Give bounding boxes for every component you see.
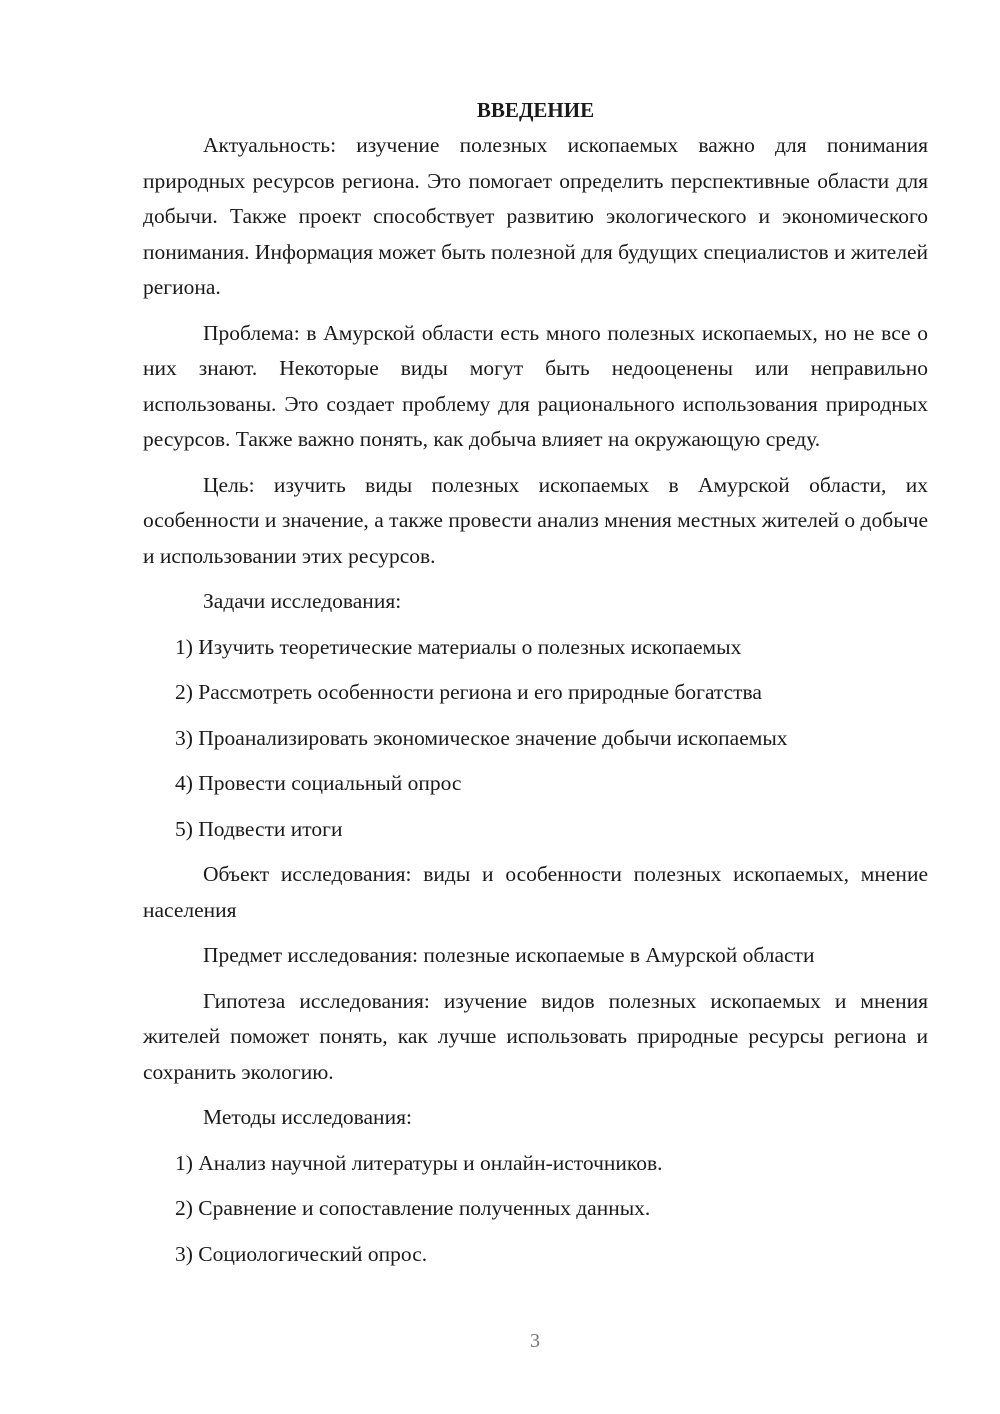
object-paragraph: Объект исследования: виды и особенности полезных ископаемых, мнение населения bbox=[143, 862, 928, 922]
document-page bbox=[143, 92, 928, 1282]
list-item: 4) Провести социальный опрос bbox=[175, 771, 462, 795]
subject-paragraph: Предмет исследования: полезные ископаемые в Амурской области bbox=[203, 943, 815, 967]
section-title: ВВЕДЕНИЕ bbox=[476, 98, 595, 122]
list-item: 3) Проанализировать экономическое значение добычи ископаемых bbox=[175, 725, 788, 750]
page-number: 3 bbox=[530, 1330, 540, 1352]
list-item: 2) Сравнение и сопоставление полученных данных. bbox=[175, 1196, 651, 1220]
list-item: 2) Рассмотреть особенности региона и его природные богатства bbox=[175, 680, 762, 704]
problem-paragraph: Проблема: в Амурской области есть много полезных ископаемых, но не все о них знают. Некоторые виды могут быть недооценены или неправильно использованы. Это создает проблему для рационального использования природных ресурсов. Также важно понять, как добыча влияет на окружающую среду. bbox=[143, 320, 928, 451]
methods-list bbox=[143, 1146, 928, 1273]
list-item: 3) Социологический опрос. bbox=[175, 1241, 428, 1266]
hypothesis-paragraph: Гипотеза исследования: изучение видов полезных ископаемых и мнения жителей поможет понять, как лучше использовать природные ресурсы региона и сохранить экологию. bbox=[143, 988, 928, 1084]
relevance-paragraph: Актуальность: изучение полезных ископаемых важно для понимания природных ресурсов региона. Это помогает определить перспективные области для добычи. Также проект способствует развитию экологического и экономического понимания. Информация может быть полезной для будущих специалистов и жителей региона. bbox=[143, 133, 928, 299]
list-item: 1) Анализ научной литературы и онлайн-источников. bbox=[175, 1150, 663, 1175]
tasks-list bbox=[143, 630, 928, 848]
list-item: 1) Изучить теоретические материалы о полезных ископаемых bbox=[175, 634, 742, 659]
goal-paragraph: Цель: изучить виды полезных ископаемых в Амурской области, их особенности и значение, а также провести анализ мнения местных жителей о добыче и использовании этих ресурсов. bbox=[143, 472, 928, 568]
methods-label: Методы исследования: bbox=[203, 1105, 412, 1129]
list-item: 5) Подвести итоги bbox=[175, 816, 343, 841]
tasks-label: Задачи исследования: bbox=[203, 589, 402, 613]
